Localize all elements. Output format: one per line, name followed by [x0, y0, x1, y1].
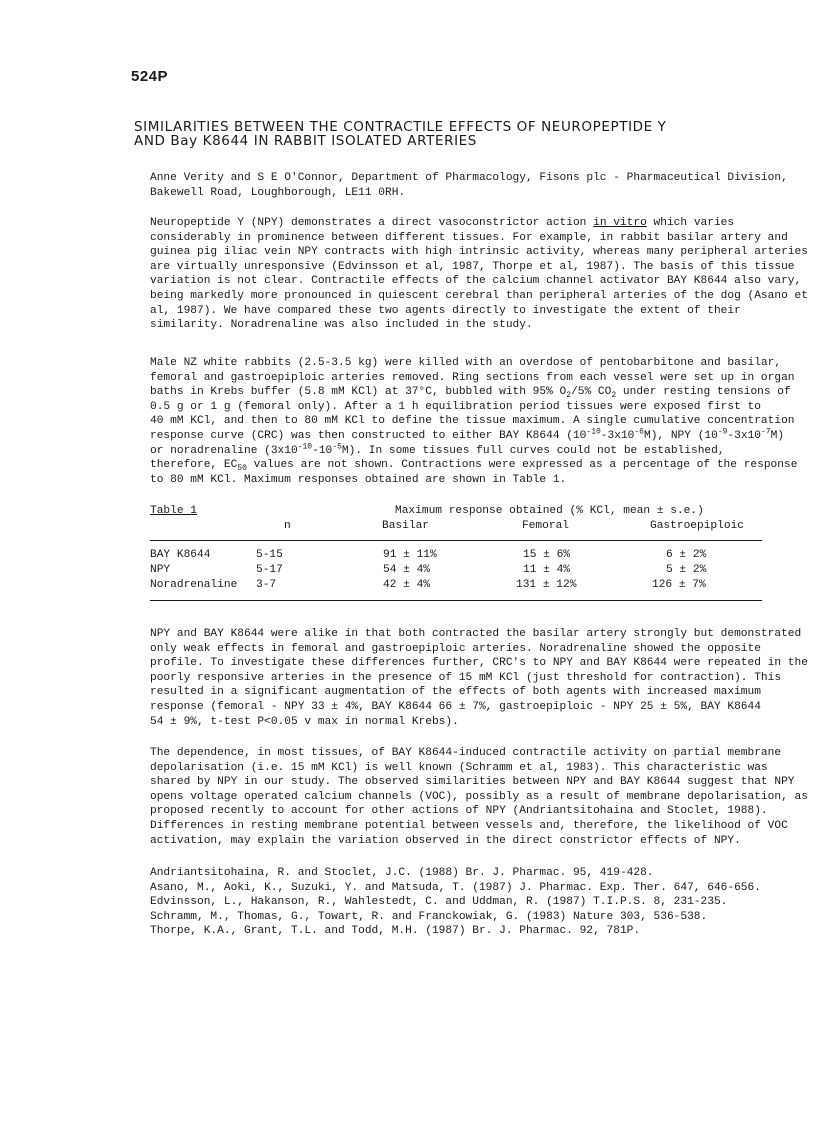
column-header-basilar: Basilar	[382, 520, 429, 532]
column-header-n: n	[284, 520, 291, 532]
table-row	[150, 578, 762, 593]
text-line: activation, may explain the variation observed in the direct constrictor effects of NPY.	[150, 834, 741, 847]
author-line-2: Bakewell Road, Loughborough, LE11 0RH.	[150, 186, 406, 199]
gastroepiploic-value: 6 ± 2%	[666, 549, 707, 561]
author-affiliation	[150, 171, 788, 200]
text-line: poorly responsive arteries in the presence of 15 mM KCl (just threshold for contraction). This	[150, 671, 782, 684]
title-line-1: SIMILARITIES BETWEEN THE CONTRACTILE EFFECTS OF NEUROPEPTIDE Y	[134, 119, 667, 135]
text-line: 0.5 g or 1 g (femoral only). After a 1 h equilibration period tissues were exposed first to	[150, 400, 761, 413]
text-line: 54 ± 9%, t-test P<0.05 v max in normal Krebs).	[150, 715, 459, 728]
text-line: al, 1987). We have compared these two agents directly to investigate the extent of their	[150, 304, 741, 317]
column-header-gastroepiploic: Gastroepiploic	[650, 520, 744, 532]
text-line: proposed recently to account for other actions of NPY (Andriantsitohaina and Stoclet, 1988).	[150, 805, 768, 818]
agent-name: Noradrenaline	[150, 579, 238, 591]
text-line: Male NZ white rabbits (2.5-3.5 kg) were killed with an overdose of pentobarbitone and basilar,	[150, 357, 782, 369]
agent-name: BAY K8644	[150, 549, 211, 561]
text-line: The dependence, in most tissues, of BAY K8644-induced contractile activity on partial membrane	[150, 747, 782, 759]
paragraph-discussion	[150, 746, 808, 848]
page-number: 524P	[131, 68, 169, 85]
text-line: resulted in a significant augmentation of the effects of both agents with increased maximum	[150, 686, 761, 699]
femoral-value: 15 ± 6%	[523, 549, 570, 561]
text-line: baths in Krebs buffer (5.8 mM KCl) at 37°C, bubbled with 95% $O_2/5\%$ $CO_2$ under resting tensions of	[150, 386, 791, 401]
text-line: are virtually unresponsive (Edvinsson et al, 1987, Thorpe et al, 1987). The basis of this tissue	[150, 260, 795, 273]
femoral-value: 11 ± 4%	[523, 564, 570, 576]
text-line: 40 mM KCl, and then to 80 mM KCl to define the tissue maximum. A single cumulative concentration	[150, 415, 795, 428]
text-line: Differences in resting membrane potential between vessels and, therefore, the likelihood of VOC	[150, 819, 788, 832]
reference-item: Thorpe, K.A., Grant, T.L. and Todd, M.H. (1987) Br. J. Pharmac. 92, 781P.	[150, 925, 641, 938]
text-line: profile. To investigate these differences further, CRC's to NPY and BAY K8644 were repeated in the	[150, 657, 808, 670]
paragraph-methods	[150, 356, 798, 487]
in-vitro-emphasis: in vitro	[593, 217, 647, 229]
text-line: response curve (CRC) was then constructed to either BAY K8644 $(10^{-10}-3x10^{-6}M)$, NPY $(10^{-9}-3x10^{-7}M)$	[150, 427, 785, 442]
gastroepiploic-value: 5 ± 2%	[666, 564, 707, 576]
paragraph-results	[150, 627, 808, 729]
n-value: 5-17	[256, 564, 283, 576]
paper-title	[134, 120, 754, 148]
text-line: being markedly more pronounced in quiescent cerebral than peripheral arteries of the dog (Asano et	[150, 289, 808, 302]
table-group-header: Maximum response obtained (% KCl, mean ± s.e.)	[395, 505, 704, 517]
paragraph-introduction	[150, 216, 808, 333]
table-label: Table 1	[150, 505, 197, 517]
basilar-value: 54 ± 4%	[383, 564, 430, 576]
results-table	[150, 504, 762, 593]
text-line: guinea pig iliac vein NPY contracts with high intrinsic activity, whereas many peripheral arteries	[150, 246, 808, 259]
reference-item: Schramm, M., Thomas, G., Towart, R. and Franckowiak, G. (1983) Nature 303, 536-538.	[150, 910, 708, 923]
table-header-row-1	[150, 504, 762, 519]
n-value: 3-7	[256, 579, 277, 591]
basilar-value: 42 ± 4%	[383, 579, 430, 591]
text-line: or noradrenaline $(3x10^{-10}-10^{-5}M)$. In some tissues full curves could not be established,	[150, 441, 725, 457]
text-line: opens voltage operated calcium channels (VOC), possibly as a result of membrane depolarisation, as	[150, 790, 808, 803]
table-row	[150, 563, 762, 578]
column-header-femoral: Femoral	[522, 520, 569, 532]
text-line: femoral and gastroepiploic arteries removed. Ring sections from each vessel were set up in organ	[150, 371, 795, 384]
reference-item: Asano, M., Aoki, K., Suzuki, Y. and Matsuda, T. (1987) J. Pharmac. Exp. Ther. 647, 646-656.	[150, 881, 761, 894]
text-line: therefore, $EC_{50}$ values are not shown. Contractions were expressed as a percentage of the response	[150, 459, 798, 474]
table-header-row-2	[150, 519, 762, 534]
text-line: NPY and BAY K8644 were alike in that both contracted the basilar artery strongly but demonstrated	[150, 628, 802, 640]
table-rule	[150, 540, 762, 541]
text-line: Neuropeptide Y (NPY) demonstrates a direct vasoconstrictor action in vitro which varies	[150, 217, 735, 229]
reference-item: Edvinsson, L., Hakanson, R., Wahlestedt, C. and Uddman, R. (1987) T.I.P.S. 8, 231-235.	[150, 896, 728, 909]
agent-name: NPY	[150, 564, 171, 576]
n-value: 5-15	[256, 549, 283, 561]
title-line-2: AND Bay K8644 IN RABBIT ISOLATED ARTERIES	[134, 133, 477, 149]
basilar-value: 91 ± 11%	[383, 549, 437, 561]
text-line: depolarisation (i.e. 15 mM KCl) is well known (Schramm et al, 1983). This characteristic was	[150, 761, 768, 774]
gastroepiploic-value: 126 ± 7%	[652, 579, 706, 591]
text-line: only weak effects in femoral and gastroepiploic arteries. Noradrenaline showed the opposite	[150, 642, 761, 655]
table-row	[150, 548, 762, 563]
references	[150, 866, 760, 939]
author-line-1: Anne Verity and S E O'Connor, Department of Pharmacology, Fisons plc - Pharmaceutical Division,	[150, 172, 788, 184]
femoral-value: 131 ± 12%	[516, 579, 577, 591]
text-line: considerably in prominence between different tissues. For example, in rabbit basilar artery and	[150, 231, 788, 244]
reference-item: Andriantsitohaina, R. and Stoclet, J.C. (1988) Br. J. Pharmac. 95, 419-428.	[150, 867, 654, 879]
table-bottom-rule	[150, 600, 762, 601]
text-line: shared by NPY in our study. The observed similarities between NPY and BAY K8644 suggest that NPY	[150, 776, 795, 789]
text-line: response (femoral - NPY 33 ± 4%, BAY K8644 66 ± 7%, gastroepiploic - NPY 25 ± 5%, BAY K8644	[150, 700, 761, 713]
text-line: to 80 mM KCl. Maximum responses obtained are shown in Table 1.	[150, 473, 567, 486]
text-line: variation is not clear. Contractile effects of the calcium channel activator BAY K8644 also vary,	[150, 275, 802, 288]
text-line: similarity. Noradrenaline was also included in the study.	[150, 319, 533, 332]
